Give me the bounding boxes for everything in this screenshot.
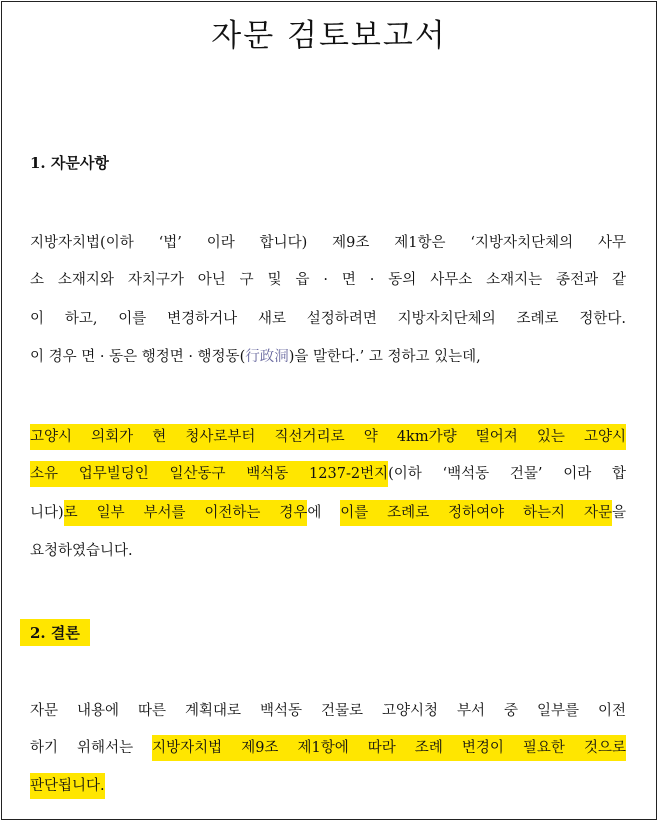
text-line [30, 345, 626, 366]
text-segment: 하기 위해서는 [30, 740, 153, 756]
highlighted-text: 판단됩니다. [30, 773, 105, 799]
highlighted-text: 지방자치법 제9조 제1항에 따라 조례 변경이 필요한 것으로 [152, 735, 626, 761]
text-segment: 行政洞 [245, 349, 289, 365]
section1-heading: 1. 자문사항 [30, 154, 109, 172]
text-line [30, 736, 626, 757]
text-line [30, 462, 626, 483]
highlighted-text: 고양시 의회가 현 청사로부터 직선거리로 약 4km가량 떨어져 있는 고양시 [30, 424, 626, 450]
text-segment: 지방자치법(이하 ‘법’ 이라 합니다) 제9조 제1항은 ‘지방자치단체의 사무 [30, 235, 626, 251]
text-segment: 을 [611, 505, 626, 521]
section2-heading: 2. 결론 [20, 619, 90, 646]
text-segment: 요청하였습니다. [30, 543, 133, 559]
text-segment: 에 [307, 505, 341, 521]
document-page [1, 1, 657, 820]
text-segment: 이 경우 면 · 동은 행정면 · 행정동( [30, 349, 246, 365]
highlighted-text: 이를 조례로 정하여야 하는지 자문 [340, 500, 612, 526]
text-segment: )을 말한다.’ 고 정하고 있는데, [288, 349, 481, 365]
text-segment: (이하 ‘백석동 건물’ 이라 합 [388, 466, 626, 482]
text-line [30, 539, 626, 560]
text-segment: 자문 내용에 따른 계획대로 백석동 건물로 고양시청 부서 중 일부를 이전 [30, 703, 626, 719]
text-line [30, 231, 626, 252]
text-line [30, 268, 626, 289]
text-line [30, 501, 626, 522]
text-line [30, 774, 626, 795]
text-segment: 소 소재지와 자치구가 아닌 구 및 읍 · 면 · 동의 사무소 소재지는 종전과 같 [30, 272, 626, 288]
highlighted-text: 소유 업무빌딩인 일산동구 백석동 1237-2번지 [30, 461, 388, 487]
document-title: 자문 검토보고서 [211, 18, 447, 54]
highlighted-text: 로 일부 부서를 이전하는 경우 [64, 500, 308, 526]
text-line [30, 425, 626, 446]
text-line [30, 699, 626, 720]
text-segment: 니다) [30, 505, 64, 521]
text-segment: 이 하고, 이를 변경하거나 새로 설정하려면 지방자치단체의 조례로 정한다. [30, 311, 626, 327]
text-line [30, 307, 626, 328]
